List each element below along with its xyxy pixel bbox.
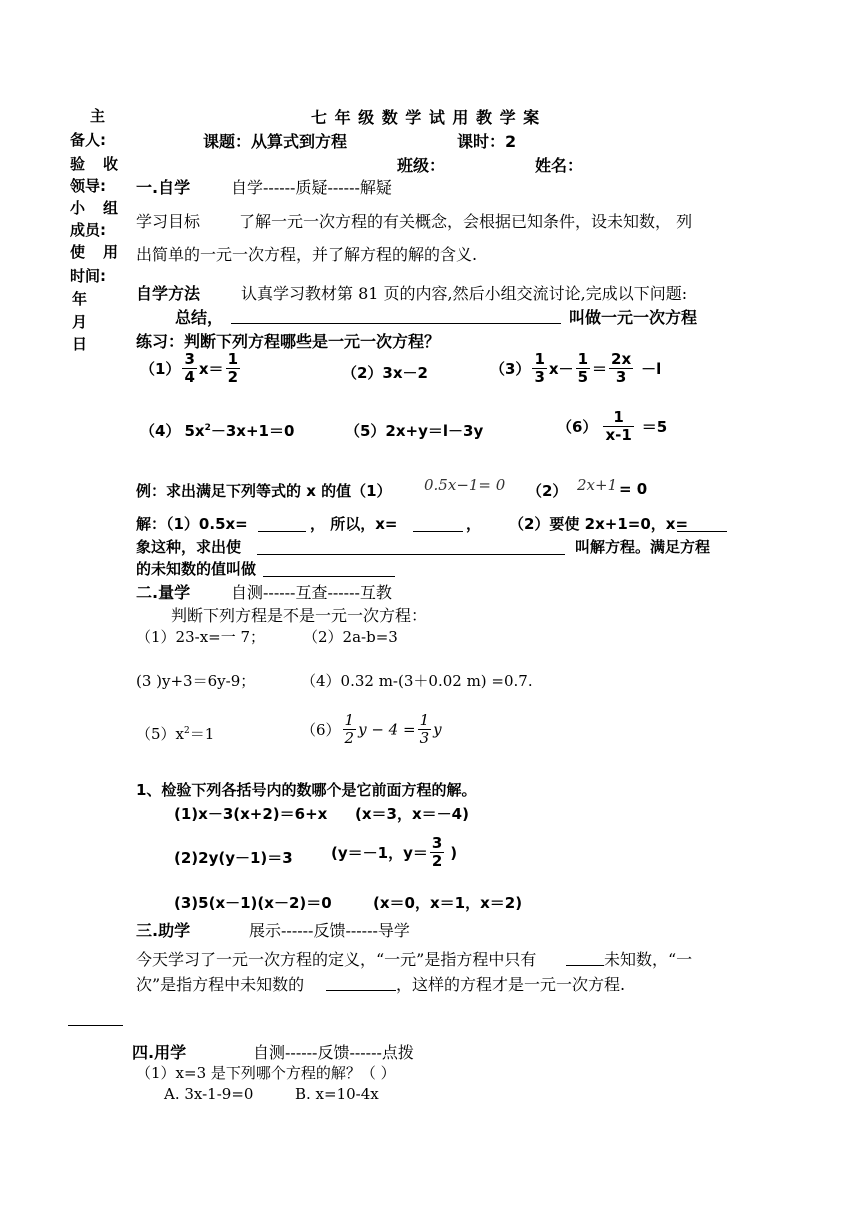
- sidebar-zhu: 主: [90, 107, 106, 125]
- footnote-separator: [68, 1025, 123, 1026]
- section4-heading: 四.用学: [132, 1043, 187, 1062]
- section3-text-2b: ，这样的方程才是一元一次方程.: [396, 975, 626, 994]
- like-blank[interactable]: [257, 537, 565, 555]
- check-item-2: (2)2y(y－1)＝3: [174, 849, 293, 867]
- section4-subtitle: 自测------反馈------点拨: [253, 1043, 414, 1062]
- practice-item-5: （5）2x+y＝l－3y: [345, 422, 484, 440]
- section3-text-1b: 未知数，“一: [604, 950, 693, 969]
- solution-part-4: （2）要使 2x+1=0，x=: [509, 515, 689, 533]
- fraction: $\frac{1}{5}$: [577, 350, 588, 386]
- practice-title: 练习：判断下列方程哪些是一元一次方程？: [136, 332, 441, 351]
- root-blank[interactable]: [263, 559, 395, 577]
- fraction: $\frac{1}{3}$: [534, 350, 545, 386]
- solution-blank-3[interactable]: [677, 514, 727, 532]
- section2-intro: 判断下列方程是不是一元一次方程：: [171, 606, 428, 625]
- solution-part-1: 解：（1）0.5x=: [136, 515, 248, 533]
- section3-text-1a: 今天学习了一元一次方程的定义，“一元”是指方程中只有: [136, 950, 537, 969]
- fraction: $\frac{1}{2}$: [227, 350, 238, 386]
- section4-option-b: B. x=10-4x: [295, 1085, 379, 1103]
- sidebar-zu: 组: [103, 199, 119, 217]
- check-item-1-options: (x＝3，x＝－4): [355, 805, 469, 823]
- q2-item-4: （4）0.32 m-(3＋0.02 m) =0.7.: [301, 672, 533, 690]
- q2-item-6: （6） $\frac{1}{2}$ y − 4 = $\frac{1}{3}$ y: [301, 711, 442, 747]
- goal-text-2: 出简单的一元一次方程，并了解方程的解的含义.: [136, 245, 478, 264]
- sidebar-xiao: 小: [70, 199, 86, 217]
- fraction: $\frac{3}{2}$: [431, 834, 443, 870]
- example-equation-2: 2x+1: [577, 476, 618, 494]
- sidebar-yong: 用: [103, 243, 119, 261]
- q2-item-2: （2）2a-b=3: [303, 628, 398, 646]
- summary-prefix: 总结，: [175, 308, 224, 327]
- sidebar-shou: 收: [103, 155, 119, 173]
- method-text: 认真学习教材第 81 页的内容,然后小组交流讨论,完成以下问题:: [241, 284, 688, 303]
- section1-subtitle: 自学------质疑------解疑: [231, 178, 392, 197]
- fraction: $\frac{1}{3}$: [419, 711, 430, 747]
- name-label: 姓名：: [535, 156, 584, 175]
- q2-item-5: $(5)x^2=1$: [136, 725, 215, 743]
- practice-item-3: （3） $\frac{1}{3}$ x－ $\frac{1}{5}$ ＝ $\frac{2x}{3}$ －l: [490, 350, 662, 386]
- practice-item-2: （2）3x－2: [342, 364, 428, 382]
- like-text-2: 叫解方程。满足方程: [575, 538, 711, 556]
- like-text-1: 象这种，求出使: [136, 538, 242, 556]
- root-text: 的未知数的值叫做: [136, 560, 257, 578]
- sidebar-cheng-yuan: 成员:: [70, 221, 106, 239]
- section3-heading: 三.助学: [136, 921, 191, 940]
- fraction: $\frac{3}{4}$: [184, 350, 195, 386]
- q2-item-1: （1）23-x=一 7；: [136, 628, 266, 646]
- sidebar-ling-dao: 领导:: [70, 177, 106, 195]
- sidebar-shi: 使: [70, 243, 86, 261]
- check-title: 1、检验下列各括号内的数哪个是它前面方程的解。: [136, 781, 477, 799]
- sidebar-bei-ren: 备人:: [70, 131, 106, 149]
- summary-blank[interactable]: [231, 306, 561, 324]
- practice-item-1: （1） $\frac{3}{4}$ x＝ $\frac{1}{2}$: [140, 350, 238, 386]
- goal-text-1: 了解一元一次方程的有关概念，会根据已知条件，设未知数， 列: [239, 212, 693, 231]
- sidebar-ri: 日: [72, 335, 88, 353]
- check-item-3-options: (x＝0，x＝1，x＝2): [373, 894, 523, 912]
- example-equation-1: 0.5x−1= 0: [424, 476, 506, 494]
- section4-question-1: （1）x=3 是下列哪个方程的解？（ ）: [136, 1064, 396, 1082]
- section2-heading: 二.量学: [136, 583, 191, 602]
- check-item-3: (3)5(x－1)(x－2)＝0: [174, 894, 332, 912]
- section3-text-2a: 次”是指方程中未知数的: [136, 975, 305, 994]
- practice-item-4: （4） $5x^2-3x+1=0$: [140, 422, 295, 440]
- section3-blank-2[interactable]: [326, 973, 396, 991]
- section3-subtitle: 展示------反馈------导学: [249, 921, 410, 940]
- solution-blank-2[interactable]: [413, 514, 463, 532]
- section1-heading: 一.自学: [136, 178, 191, 197]
- sidebar-yue: 月: [72, 313, 88, 331]
- page-title: 七 年 级 数 学 试 用 教 学 案: [311, 108, 541, 127]
- lesson-topic: 课题：从算式到方程: [203, 132, 348, 151]
- fraction: $\frac{1}{2}$: [344, 711, 355, 747]
- goal-label: 学习目标: [136, 212, 201, 231]
- solution-part-3: ，: [466, 515, 482, 533]
- section3-blank-1[interactable]: [566, 948, 604, 966]
- lesson-period: 课时：2: [457, 132, 517, 151]
- sidebar-yan: 验: [70, 155, 86, 173]
- sidebar-nian: 年: [72, 290, 88, 308]
- q2-item-3: (3 )y+3＝6y-9；: [136, 672, 256, 690]
- solution-blank-1[interactable]: [258, 514, 306, 532]
- section2-subtitle: 自测------互查------互教: [231, 583, 392, 602]
- fraction: $\frac{1}{x-1}$: [605, 408, 632, 444]
- check-item-2-options: (y＝－1，y＝ $\frac{3}{2}$ ): [331, 834, 458, 870]
- example-2-label: （2）: [527, 482, 568, 500]
- class-label: 班级：: [397, 156, 446, 175]
- solution-part-2: ， 所以，x=: [310, 515, 398, 533]
- sidebar-shi-jian: 时间:: [70, 267, 106, 285]
- practice-item-6: （6） $\frac{1}{x-1}$ ＝5: [557, 408, 668, 444]
- check-item-1: (1)x－3(x+2)＝6+x: [174, 805, 328, 823]
- summary-suffix: 叫做一元一次方程: [569, 308, 698, 327]
- fraction: $\frac{2x}{3}$: [611, 350, 632, 386]
- example-equation-2-tail: = 0: [619, 480, 648, 498]
- method-label: 自学方法: [136, 284, 201, 303]
- section4-option-a: A. 3x-1-9=0: [164, 1085, 254, 1103]
- example-text: 例：求出满足下列等式的 x 的值（1）: [136, 482, 392, 500]
